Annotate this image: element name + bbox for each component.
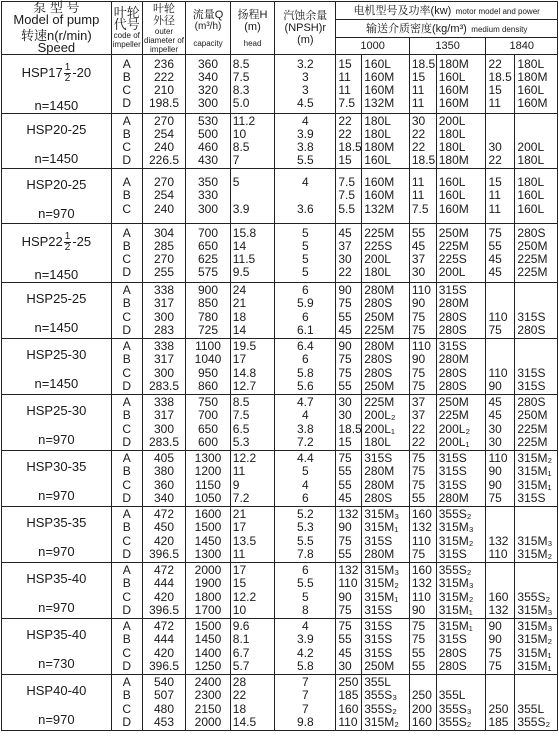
- power-1350: 37 37 22 22: [409, 395, 436, 451]
- diameter-values: 472 450 420 396.5: [142, 507, 185, 563]
- power-1840: 110 90 90 75: [486, 451, 515, 507]
- pump-model-prefix: HSP40-40: [26, 683, 87, 698]
- density-1350: 1350: [409, 38, 486, 55]
- pump-model-fraction: [64, 232, 72, 253]
- head-values: 5 3.9: [230, 169, 275, 224]
- pump-group-row: [2, 507, 558, 563]
- diameter-values: 304 285 270 255: [142, 224, 185, 283]
- motor-1350: 355L 355S₃ 355S₂: [436, 675, 486, 731]
- pump-model-cell: [2, 55, 112, 114]
- pump-model-prefix: HSP17: [21, 64, 63, 80]
- density-1000: 1000: [336, 38, 409, 55]
- header-motor: [336, 2, 558, 20]
- motor-1000: 280M 280S 250M 225M: [362, 283, 410, 339]
- capacity-values: 2400 2300 2150 2000: [186, 675, 231, 731]
- motor-1000: 160M 160M 132M: [362, 169, 410, 224]
- motor-1350: 315S 280M 280S 280S: [436, 339, 486, 395]
- header-model: [2, 2, 112, 55]
- pump-model-prefix: HSP30-35: [26, 459, 87, 474]
- pump-model: [2, 403, 111, 418]
- power-1840: 110 75: [486, 283, 515, 339]
- header-speed-cn: 转速n(r/min): [20, 28, 92, 43]
- pump-model: [2, 63, 111, 84]
- motor-1000: 225M 200L₂ 200L₁ 180L: [362, 395, 410, 451]
- pump-speed: n=1450: [34, 98, 79, 113]
- header-speed-en: Speed: [37, 40, 76, 55]
- npsh-values: 4 3.9 4.2 5.8: [275, 619, 336, 675]
- capacity-values: 1600 1500 1450 1300: [186, 507, 231, 563]
- power-1840: 30 22: [486, 114, 515, 169]
- pump-model: [2, 177, 111, 192]
- motor-1840: 180L 160L 160L: [515, 169, 558, 224]
- pump-model-prefix: HSP35-35: [26, 515, 87, 530]
- power-1840: 250 185: [486, 675, 515, 731]
- header-motor-cn: 电机型号及功率(kw): [353, 5, 452, 17]
- power-1350: 75 75 55 55: [409, 619, 436, 675]
- pump-model-prefix: HSP25-30: [26, 403, 87, 418]
- head-values: 9.6 8.1 6.7 5.7: [230, 619, 275, 675]
- impeller-codes: A B C D: [111, 55, 142, 114]
- pump-model-prefix: HSP35-40: [26, 571, 87, 586]
- pump-model-cell: [2, 114, 112, 169]
- power-1840: 75 55 45 45: [486, 224, 515, 283]
- header-npsh-cn: 汽蚀余量: [283, 10, 328, 22]
- power-1350: 160 132 110 75: [409, 507, 436, 563]
- pump-model-cell: [2, 169, 112, 224]
- head-values: 15.8 14 11.5 9.5: [230, 224, 275, 283]
- header-capacity-cn: 流量Q: [192, 8, 224, 21]
- npsh-values: 6.4 6 5.8 5.6: [275, 339, 336, 395]
- capacity-values: 2000 1900 1800 1700: [186, 563, 231, 619]
- pump-model-suffix: -20: [72, 64, 92, 80]
- pump-spec-table: [1, 1, 558, 731]
- diameter-values: 338 317 300 283.5: [142, 395, 185, 451]
- pump-model-cell: [2, 339, 112, 395]
- motor-1350: 355S₂ 315M₃ 315M₂ 315S: [436, 507, 486, 563]
- head-values: 12.2 11 9 7.2: [230, 451, 275, 507]
- power-1000: 90 75 55 45: [336, 283, 362, 339]
- header-row-1: [2, 2, 558, 20]
- diameter-values: 472 444 420 396.5: [142, 563, 185, 619]
- header-diameter-cn1: 叶轮: [153, 2, 176, 15]
- power-1000: 22 22 18.5 15: [336, 114, 362, 169]
- pump-model: [2, 515, 111, 530]
- power-1000: 132 110 90 75: [336, 563, 362, 619]
- pump-model-cell: [2, 675, 112, 731]
- pump-model-fraction: [64, 63, 72, 84]
- pump-speed: n=970: [38, 712, 75, 727]
- header-capacity-en: capacity: [193, 38, 223, 48]
- pump-group-row: [2, 114, 558, 169]
- pump-group-row: [2, 283, 558, 339]
- power-1000: 250 185 160 110: [336, 675, 362, 731]
- power-1350: 18.5 15 11 11: [409, 55, 436, 114]
- motor-1840: 200L 180L: [515, 114, 558, 169]
- header-density: [336, 20, 558, 38]
- motor-1000: 160L 160M 160M 132M: [362, 55, 410, 114]
- pump-model-cell: [2, 451, 112, 507]
- header-impeller-en: code of impeller: [112, 31, 141, 49]
- power-1840: 132 110: [486, 507, 515, 563]
- motor-1840: 355S₂ 315M₃: [515, 563, 558, 619]
- motor-1350: 315M₁ 315S 280S 280S: [436, 619, 486, 675]
- motor-1000: 315S 315S 315S 250M: [362, 619, 410, 675]
- capacity-values: 750 700 650 600: [186, 395, 231, 451]
- power-1840: 110 90: [486, 339, 515, 395]
- pump-group-row: [2, 224, 558, 283]
- fraction-numerator: 1: [64, 231, 71, 242]
- impeller-codes: A B C D: [111, 224, 142, 283]
- npsh-values: 4 3.6: [275, 169, 336, 224]
- header-model-cn: 泵 型 号: [33, 0, 80, 15]
- motor-1350: 200L 180L 180L 180M: [436, 114, 486, 169]
- pump-model-cell: [2, 395, 112, 451]
- motor-1840: 315M₃ 315M₂ 315M₁ 315M₁: [515, 619, 558, 675]
- capacity-values: 1500 1450 1400 1250: [186, 619, 231, 675]
- header-density-cn: 输送介质密度(kg/m³): [366, 23, 467, 35]
- motor-1000: 180L 180L 180M 160L: [362, 114, 410, 169]
- capacity-values: 1300 1200 1150 1050: [186, 451, 231, 507]
- npsh-values: 7 7 7 9.8: [275, 675, 336, 731]
- npsh-values: 5 5 5 5: [275, 224, 336, 283]
- head-values: 8.5 7.5 8.3 5.0: [230, 55, 275, 114]
- motor-1840: 315S 315S: [515, 339, 558, 395]
- pump-groups: [2, 55, 558, 731]
- motor-1840: 315S 280S: [515, 283, 558, 339]
- header-head: [230, 2, 275, 55]
- power-1350: 110 90 75 75: [409, 283, 436, 339]
- motor-1000: 315M₃ 315M₂ 315M₁ 315S: [362, 563, 410, 619]
- pump-model-prefix: HSP20-25: [26, 122, 87, 137]
- npsh-values: 4 3.9 3.8 5.5: [275, 114, 336, 169]
- power-1350: 250 200 160: [409, 675, 436, 731]
- impeller-codes: A B C D: [111, 675, 142, 731]
- header-diameter-en: outer diameter of impeller: [144, 26, 185, 54]
- pump-speed: n=730: [38, 656, 75, 671]
- motor-1350: 315S 280M 280S 280S: [436, 283, 486, 339]
- power-1000: 75 55 55 45: [336, 451, 362, 507]
- head-values: 8.5 7.5 6.5 5.3: [230, 395, 275, 451]
- pump-speed: n=970: [38, 206, 75, 221]
- motor-1350: 180M 160L 160M 160M: [436, 55, 486, 114]
- header-impeller-cn2: 代号: [113, 17, 140, 32]
- power-1000: 15 11 11 7.5: [336, 55, 362, 114]
- pump-model-cell: [2, 563, 112, 619]
- power-1840: 90 90 75 75: [486, 619, 515, 675]
- pump-model-cell: [2, 507, 112, 563]
- impeller-codes: A B C D: [111, 283, 142, 339]
- motor-1000: 315M₃ 315M₁ 315S 280M: [362, 507, 410, 563]
- diameter-values: 405 380 360 340: [142, 451, 185, 507]
- power-1000: 30 30 18.5 15: [336, 395, 362, 451]
- header-diameter-cn2: 外径: [153, 14, 176, 27]
- pump-model: [2, 232, 111, 253]
- motor-1000: 315S 280M 280M 280S: [362, 451, 410, 507]
- diameter-values: 270 254 240 226.5: [142, 114, 185, 169]
- npsh-values: 5.2 5.3 5.5 7.8: [275, 507, 336, 563]
- pump-model-prefix: HSP20-25: [26, 177, 87, 192]
- pump-model-cell: [2, 224, 112, 283]
- impeller-codes: A B C D: [111, 395, 142, 451]
- pump-speed: n=970: [38, 432, 75, 447]
- pump-model-suffix: -25: [72, 233, 92, 249]
- pump-group-row: [2, 675, 558, 731]
- diameter-values: 472 444 420 396.5: [142, 619, 185, 675]
- impeller-codes: A B C: [111, 169, 142, 224]
- motor-1350: 250M 225M 200L₂ 200L₁: [436, 395, 486, 451]
- head-values: 11.2 10 8.5 7: [230, 114, 275, 169]
- pump-model: [2, 347, 111, 362]
- pump-group-row: [2, 563, 558, 619]
- pump-group-row: [2, 619, 558, 675]
- pump-model-prefix: HSP35-40: [26, 627, 87, 642]
- pump-model-cell: [2, 619, 112, 675]
- npsh-values: 6 5.5 5 8: [275, 563, 336, 619]
- head-values: 21 17 13.5 11: [230, 507, 275, 563]
- header-head-cn: 扬程H: [237, 8, 268, 21]
- motor-1000: 355L 355S₃ 355S₂ 315M₂: [362, 675, 410, 731]
- power-1350: 160 132 110 90: [409, 563, 436, 619]
- npsh-values: 3.2 3 3 4.5: [275, 55, 336, 114]
- header-head-unit: (m): [244, 20, 261, 33]
- power-1350: 75 75 75 55: [409, 451, 436, 507]
- fraction-denominator: 2: [64, 242, 71, 253]
- header-npsh-m: (m): [297, 34, 314, 46]
- power-1350: 30 22 22 18.5: [409, 114, 436, 169]
- npsh-values: 4.7 4 3.8 7.2: [275, 395, 336, 451]
- capacity-values: 1100 1040 950 860: [186, 339, 231, 395]
- head-values: 24 21 18 14: [230, 283, 275, 339]
- motor-1840: 280S 250M 225M 225M: [515, 224, 558, 283]
- pump-group-row: [2, 169, 558, 224]
- capacity-values: 360 340 320 300: [186, 55, 231, 114]
- power-1000: 45 37 30 22: [336, 224, 362, 283]
- pump-spec-sheet: [1, 1, 558, 731]
- header-density-en: medium density: [471, 25, 528, 34]
- power-1000: 75 55 45 30: [336, 619, 362, 675]
- pump-model: [2, 627, 111, 642]
- power-1000: 7.5 7.5 5.5: [336, 169, 362, 224]
- fraction-numerator: 1: [64, 62, 71, 73]
- header-motor-en: motor model and power: [455, 7, 540, 16]
- power-1000: 132 90 75 55: [336, 507, 362, 563]
- pump-speed: n=1450: [34, 320, 79, 335]
- header-impeller-code: [111, 2, 142, 55]
- motor-1840: 355L 355S₂: [515, 675, 558, 731]
- pump-model: [2, 459, 111, 474]
- motor-1350: 355S₂ 315M₃ 315M₂ 315M₁: [436, 563, 486, 619]
- power-1840: 22 18.5 15 11: [486, 55, 515, 114]
- header-capacity: [186, 2, 231, 55]
- pump-speed: n=970: [38, 544, 75, 559]
- power-1840: 15 11 11: [486, 169, 515, 224]
- header-npsh-unit: (NPSH)r: [284, 22, 327, 34]
- motor-1840: 315M₂ 315M₁ 315M₁ 315S: [515, 451, 558, 507]
- motor-1350: 160L 160L 160M: [436, 169, 486, 224]
- fraction-denominator: 2: [64, 73, 71, 84]
- power-1350: 11 11 7.5: [409, 169, 436, 224]
- pump-group-row: [2, 395, 558, 451]
- pump-group-row: [2, 451, 558, 507]
- header-head-en: head: [243, 38, 262, 48]
- header-model-en: Model of pump: [13, 12, 100, 27]
- pump-model-prefix: HSP25-25: [26, 291, 87, 306]
- power-1000: 90 75 75 55: [336, 339, 362, 395]
- motor-1840: 180L 180M 160L 160M: [515, 55, 558, 114]
- header-impeller-cn1: 叶轮: [113, 5, 140, 20]
- capacity-values: 700 650 625 575: [186, 224, 231, 283]
- diameter-values: 338 317 300 283.5: [142, 339, 185, 395]
- npsh-values: 4.4 5 4 6: [275, 451, 336, 507]
- density-1840: 1840: [486, 38, 558, 55]
- motor-1000: 280M 280S 280S 250M: [362, 339, 410, 395]
- impeller-codes: A B C D: [111, 619, 142, 675]
- impeller-codes: A B C D: [111, 451, 142, 507]
- header-npsh: [275, 2, 336, 55]
- motor-1000: 225M 225S 200L 180L: [362, 224, 410, 283]
- diameter-values: 236 222 210 198.5: [142, 55, 185, 114]
- pump-model: [2, 291, 111, 306]
- head-values: 19.5 17 14.8 12.7: [230, 339, 275, 395]
- pump-speed: n=970: [38, 488, 75, 503]
- head-values: 28 22 18 14.5: [230, 675, 275, 731]
- pump-speed: n=1450: [34, 151, 79, 166]
- pump-model: [2, 571, 111, 586]
- power-1350: 110 90 75 75: [409, 339, 436, 395]
- pump-speed: n=1450: [34, 376, 79, 391]
- head-values: 17 15 12.2 10: [230, 563, 275, 619]
- header-capacity-unit: (m³/h): [194, 20, 222, 32]
- pump-speed: n=1450: [34, 267, 79, 282]
- impeller-codes: A B C D: [111, 563, 142, 619]
- diameter-values: 338 317 300 283: [142, 283, 185, 339]
- pump-group-row: [2, 339, 558, 395]
- impeller-codes: A B C D: [111, 114, 142, 169]
- pump-model: [2, 122, 111, 137]
- capacity-values: 530 500 460 430: [186, 114, 231, 169]
- motor-1350: 315S 315S 315S 280M: [436, 451, 486, 507]
- impeller-codes: A B C D: [111, 339, 142, 395]
- motor-1840: 315M₃ 315M₂: [515, 507, 558, 563]
- impeller-codes: A B C D: [111, 507, 142, 563]
- pump-group-row: [2, 55, 558, 114]
- header-diameter: [142, 2, 185, 55]
- pump-model-cell: [2, 283, 112, 339]
- npsh-values: 6 5.9 6 6.1: [275, 283, 336, 339]
- power-1840: 45 45 30 30: [486, 395, 515, 451]
- capacity-values: 900 850 780 725: [186, 283, 231, 339]
- pump-model: [2, 683, 111, 698]
- motor-1350: 250M 225M 225S 200L: [436, 224, 486, 283]
- pump-speed: n=970: [38, 600, 75, 615]
- pump-model-prefix: HSP22: [21, 233, 63, 249]
- diameter-values: 270 254 240: [142, 169, 185, 224]
- motor-1840: 280S 250M 225M 225M: [515, 395, 558, 451]
- capacity-values: 350 330 300: [186, 169, 231, 224]
- diameter-values: 540 507 480 453: [142, 675, 185, 731]
- power-1840: 160 132: [486, 563, 515, 619]
- power-1350: 55 45 37 30: [409, 224, 436, 283]
- pump-model-prefix: HSP25-30: [26, 347, 87, 362]
